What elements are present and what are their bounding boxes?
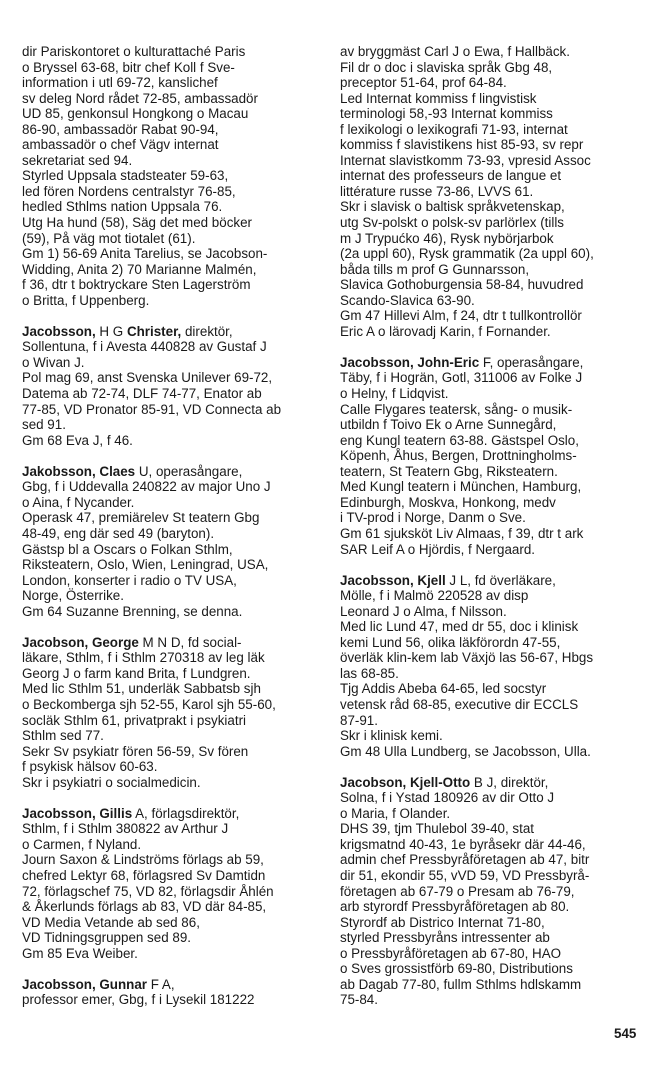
entry-text-line: Sollentuna, f i Avesta 440828 av Gustaf J bbox=[22, 339, 267, 355]
entry-text-line: Styrordf ab Districo Internat 71-80, bbox=[340, 914, 545, 930]
entry-text-line: information i utl 69-72, kanslichef bbox=[22, 75, 218, 91]
entry-text-line: Skr i psykiatri o socialmedicin. bbox=[22, 774, 201, 790]
entry-text-line: Styrled Uppsala stadsteater 59-63, bbox=[22, 168, 229, 184]
entry-text-line: professor emer, Gbg, f i Lysekil 181222 bbox=[22, 992, 255, 1008]
entry-text-line: (59), På väg mot tiotalet (61). bbox=[22, 230, 196, 246]
entry-text-line: Utg Ha hund (58), Säg det med böcker bbox=[22, 215, 253, 231]
entry-text-line: dir Pariskontoret o kulturattaché Paris bbox=[22, 44, 246, 59]
entry-text-line: internat des professeurs de langue et bbox=[340, 168, 562, 184]
entry-heading-rest: J L, fd överläkare, bbox=[445, 572, 556, 588]
entry-text-line: Med lic Sthlm 51, underläk Sabbatsb sjh bbox=[22, 681, 261, 697]
entry-text-line: Mölle, f i Malmö 220528 av disp bbox=[340, 588, 529, 604]
entry-text-line: Skr i slavisk o baltisk språkvetenskap, bbox=[340, 199, 565, 215]
entry-text-line: kemi Lund 56, olika läkförordn 47-55, bbox=[340, 634, 561, 650]
entry-text-line: Gästsp bl a Oscars o Folkan Sthlm, bbox=[22, 541, 233, 557]
entry-text-line: las 68-85. bbox=[340, 665, 399, 681]
entry-text-line: o Sves grossistförb 69-80, Distributions bbox=[340, 961, 573, 977]
entry-text-line: Datema ab 72-74, DLF 74-77, Enator ab bbox=[22, 386, 262, 402]
entry-text-line: Gm 68 Eva J, f 46. bbox=[22, 432, 133, 448]
entry-text-line: Skr i klinisk kemi. bbox=[340, 728, 443, 744]
entry-text-line: VD Media Vetande ab sed 86, bbox=[22, 914, 200, 930]
entry-text-line: utg Sv-polskt o polsk-sv parlörlex (tills bbox=[340, 215, 564, 231]
entry-text-line: o Maria, f Olander. bbox=[340, 805, 451, 821]
entry-text-line: terminologi 58,-93 Internat kommiss bbox=[340, 106, 553, 122]
entry-text-line: DHS 39, tjm Thulebol 39-40, stat bbox=[340, 821, 535, 837]
entry-text-line: led fören Nordens centralstyr 76-85, bbox=[22, 183, 236, 199]
right-column bbox=[340, 44, 640, 1023]
biography-entry bbox=[22, 44, 322, 308]
entry-given-name: Christer, bbox=[126, 323, 182, 339]
entry-text-line: Norge, Österrike. bbox=[22, 588, 124, 604]
entry-text-line: Med Kungl teatern i München, Hamburg, bbox=[340, 479, 582, 495]
entry-heading-line bbox=[340, 355, 640, 371]
entry-text-line: London, konserter i radio o TV USA, bbox=[22, 572, 237, 588]
entry-text-line: o Britta, f Uppenberg. bbox=[22, 292, 150, 308]
entry-text-line: Internat slavistkomm 73-93, vpresid Assoc bbox=[340, 152, 591, 168]
entry-text-line: o Carmen, f Nyland. bbox=[22, 836, 142, 852]
entry-name: Jacobsson, Gunnar bbox=[22, 976, 148, 992]
entry-name: Jacobsson, Kjell bbox=[340, 572, 446, 588]
entry-text-line: Pol mag 69, anst Svenska Unilever 69-72, bbox=[22, 370, 273, 386]
entry-text-line: Gm 47 Hillevi Alm, f 24, dtr t tullkontrollör bbox=[340, 308, 582, 324]
biography-entry bbox=[22, 806, 322, 961]
entry-text-line: Tjg Addis Abeba 64-65, led socstyr bbox=[340, 681, 547, 697]
entry-text-line: 77-85, VD Pronator 85-91, VD Connecta ab bbox=[22, 401, 282, 417]
entry-heading-rest: F, operasångare, bbox=[479, 354, 584, 370]
entry-text-line: Köpenh, Åhus, Bergen, Drottningholms- bbox=[340, 448, 577, 464]
entry-text-line: UD 85, genkonsul Hongkong o Macau bbox=[22, 106, 249, 122]
entry-text-line: 75-84. bbox=[340, 992, 378, 1008]
entry-name: Jacobsson, bbox=[22, 323, 96, 339]
entry-text-line: sed 91. bbox=[22, 417, 66, 433]
entry-text-line: Sekr Sv psykiatr fören 56-59, Sv fören bbox=[22, 743, 249, 759]
entry-heading-line bbox=[22, 806, 322, 822]
entry-heading-rest: A, förlagsdirektör, bbox=[132, 805, 240, 821]
entry-heading-rest: F A, bbox=[147, 976, 175, 992]
entry-text-line: Sthlm, f i Sthlm 380822 av Arthur J bbox=[22, 821, 229, 837]
entry-name: Jacobsson, Gillis bbox=[22, 805, 133, 821]
entry-text-line: 48-49, eng där sed 49 (baryton). bbox=[22, 525, 215, 541]
entry-name: Jacobsson, John-Eric bbox=[340, 354, 480, 370]
entry-text-line: Täby, f i Hogrän, Gotl, 311006 av Folke J bbox=[340, 370, 583, 386]
left-column bbox=[22, 44, 322, 1023]
entry-text-line: socläk Sthlm 61, privatprakt i psykiatri bbox=[22, 712, 246, 728]
biography-entry bbox=[340, 355, 640, 557]
entry-text-line: 72, förlagschef 75, VD 82, förlagsdir Åhlén bbox=[22, 883, 274, 899]
entry-text-line: utbildn f Toivo Ek o Arne Sunnegård, bbox=[340, 417, 557, 433]
entry-heading-line bbox=[22, 324, 322, 340]
entry-heading-line bbox=[340, 573, 640, 589]
entry-text-line: av bryggmäst Carl J o Ewa, f Hallbäck. bbox=[340, 44, 570, 59]
entry-text-line: Gbg, f i Uddevalla 240822 av major Uno J bbox=[22, 479, 271, 495]
biography-entry bbox=[22, 464, 322, 619]
entry-text-line: styrled Pressbyråns intressenter ab bbox=[340, 930, 550, 946]
biography-entry bbox=[22, 977, 322, 1008]
entry-text-line: SAR Leif A o Hjördis, f Nergaard. bbox=[340, 541, 536, 557]
entry-text-line: Sthlm sed 77. bbox=[22, 728, 104, 744]
entry-text-line: Gm 85 Eva Weiber. bbox=[22, 945, 138, 961]
entry-text-line: f lexikologi o lexikografi 71-93, internat bbox=[340, 121, 568, 137]
entry-text-line: dir 51, ekondir 55, vVD 59, VD Pressbyrå- bbox=[340, 867, 590, 883]
entry-text-line: ambassadör o chef Vägv internat bbox=[22, 137, 219, 153]
entry-name: Jakobsson, Claes bbox=[22, 463, 136, 479]
entry-text-line: sekretariat sed 94. bbox=[22, 152, 133, 168]
entry-text-line: o Aina, f Nycander. bbox=[22, 494, 135, 510]
entry-text-line: överläk klin-kem lab Växjö las 56-67, Hbgs bbox=[340, 650, 594, 666]
entry-text-line: Med lic Lund 47, med dr 55, doc i klinisk bbox=[340, 619, 579, 635]
entry-text-line: admin chef Pressbyråföretagen ab 47, bitr bbox=[340, 852, 590, 868]
entry-text-line: Widding, Anita 2) 70 Marianne Malmén, bbox=[22, 261, 257, 277]
entry-text-line: hedled Sthlms nation Uppsala 76. bbox=[22, 199, 223, 215]
entry-text-line: o Bryssel 63-68, bitr chef Koll f Sve- bbox=[22, 59, 235, 75]
entry-text-line: (2a uppl 60), Rysk grammatik (2a uppl 60), bbox=[340, 246, 594, 262]
entry-text-line: Gm 48 Ulla Lundberg, se Jacobsson, Ulla. bbox=[340, 743, 591, 759]
entry-text-line: båda tills m prof G Gunnarsson, bbox=[340, 261, 530, 277]
entry-heading-line bbox=[340, 775, 640, 791]
entry-initials: H G bbox=[95, 323, 127, 339]
entry-text-line: eng Kungl teatern 63-88. Gästspel Oslo, bbox=[340, 432, 579, 448]
entry-text-line: o Wivan J. bbox=[22, 354, 85, 370]
biography-entry bbox=[340, 573, 640, 760]
entry-text-line: Scando-Slavica 63-90. bbox=[340, 292, 475, 308]
entry-text-line: Edinburgh, Moskva, Honkong, medv bbox=[340, 494, 556, 510]
entry-text-line: preceptor 51-64, prof 64-84. bbox=[340, 75, 507, 91]
entry-heading-rest: direktör, bbox=[181, 323, 233, 339]
entry-text-line: Riksteatern, Oslo, Wien, Leningrad, USA, bbox=[22, 557, 269, 573]
entry-text-line: Georg J o farm kand Brita, f Lundgren. bbox=[22, 665, 251, 681]
page-number: 545 bbox=[614, 1026, 637, 1041]
entry-text-line: & Åkerlunds förlags ab 83, VD där 84-85, bbox=[22, 899, 267, 915]
entry-text-line: littérature russe 73-86, LVVS 61. bbox=[340, 183, 534, 199]
entry-text-line: 86-90, ambassadör Rabat 90-94, bbox=[22, 121, 219, 137]
entry-heading-line bbox=[22, 977, 322, 993]
biography-entry bbox=[22, 635, 322, 790]
entry-text-line: 87-91. bbox=[340, 712, 378, 728]
biography-entry bbox=[340, 775, 640, 1008]
entry-text-line: chefred Lektyr 68, förlagsred Sv Damtidn bbox=[22, 867, 266, 883]
entry-heading-line bbox=[22, 464, 322, 480]
biography-entry bbox=[340, 44, 640, 339]
entry-heading-rest: B J, direktör, bbox=[470, 774, 549, 790]
entry-text-line: Gm 1) 56-69 Anita Tarelius, se Jacobson- bbox=[22, 246, 268, 262]
entry-text-line: arb styrordf Pressbyråföretagen ab 80. bbox=[340, 899, 570, 915]
entry-text-line: i TV-prod i Norge, Danm o Sve. bbox=[340, 510, 526, 526]
entry-text-line: krigsmatnd 40-43, 1e byråsekr där 44-46, bbox=[340, 836, 586, 852]
entry-name: Jacobson, Kjell-Otto bbox=[340, 774, 471, 790]
entry-text-line: f psykisk hälsov 60-63. bbox=[22, 759, 158, 775]
entry-text-line: f 36, dtr t boktryckare Sten Lagerström bbox=[22, 277, 251, 293]
entry-text-line: kommiss f slavistikens hist 85-93, sv repr bbox=[340, 137, 584, 153]
entry-text-line: Calle Flygares teatersk, sång- o musik- bbox=[340, 401, 573, 417]
entry-name: Jacobson, George bbox=[22, 634, 139, 650]
entry-text-line: Eric A o lärovadj Karin, f Fornander. bbox=[340, 323, 551, 339]
entry-text-line: Gm 61 sjuksköt Liv Almaas, f 39, dtr t ark bbox=[340, 525, 584, 541]
entry-text-line: Operask 47, premiärelev St teatern Gbg bbox=[22, 510, 260, 526]
entry-text-line: m J Trypućko 46), Rysk nybörjarbok bbox=[340, 230, 554, 246]
entry-text-line: Journ Saxon & Lindströms förlags ab 59, bbox=[22, 852, 264, 868]
entry-text-line: teatern, St Teatern Gbg, Riksteatern. bbox=[340, 463, 558, 479]
entry-text-line: VD Tidningsgruppen sed 89. bbox=[22, 930, 191, 946]
entry-text-line: Slavica Gothoburgensia 58-84, huvudred bbox=[340, 277, 584, 293]
entry-text-line: o Pressbyråföretagen ab 67-80, HAO bbox=[340, 945, 562, 961]
entry-text-line: företagen ab 67-79 o Presam ab 76-79, bbox=[340, 883, 575, 899]
entry-text-line: o Helny, f Lidqvist. bbox=[340, 386, 449, 402]
entry-heading-rest: M N D, fd social- bbox=[138, 634, 242, 650]
entry-text-line: Leonard J o Alma, f Nilsson. bbox=[340, 603, 507, 619]
entry-text-line: o Beckomberga sjh 52-55, Karol sjh 55-60, bbox=[22, 696, 276, 712]
entry-text-line: Gm 64 Suzanne Brenning, se denna. bbox=[22, 603, 243, 619]
entry-text-line: ab Dagab 77-80, fullm Sthlms hdlskamm bbox=[340, 976, 582, 992]
biography-entry bbox=[22, 324, 322, 448]
entry-heading-line bbox=[22, 635, 322, 651]
entry-text-line: sv deleg Nord rådet 72-85, ambassadör bbox=[22, 90, 258, 106]
entry-text-line: Led Internat kommiss f lingvistisk bbox=[340, 90, 537, 106]
entry-text-line: läkare, Sthlm, f i Sthlm 270318 av leg läk bbox=[22, 650, 265, 666]
entry-text-line: Fil dr o doc i slaviska språk Gbg 48, bbox=[340, 59, 553, 75]
entry-text-line: Solna, f i Ystad 180926 av dir Otto J bbox=[340, 790, 555, 806]
entry-text-line: vetensk råd 68-85, executive dir ECCLS bbox=[340, 696, 579, 712]
entry-heading-rest: U, operasångare, bbox=[135, 463, 243, 479]
